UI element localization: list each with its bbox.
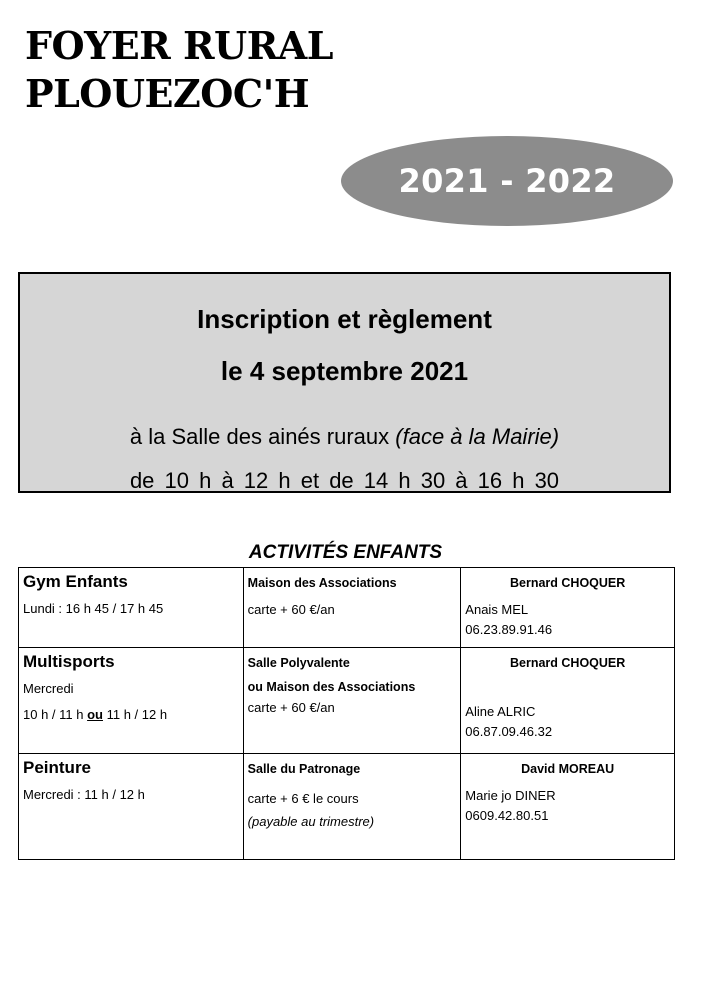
contact-phone: 0609.42.80.51 bbox=[465, 808, 549, 823]
activity-price: carte + 60 €/an bbox=[247, 700, 335, 715]
contact-phone: 06.87.09.46.32 bbox=[465, 724, 553, 739]
activity-time-a: 10 h / 11 h bbox=[23, 707, 88, 722]
activity-time-or: ou bbox=[87, 707, 103, 722]
activity-cell bbox=[19, 568, 244, 648]
title-line-2: PLOUEZOC'H bbox=[25, 71, 310, 116]
activity-coach: David MOREAU bbox=[521, 762, 615, 776]
season-badge: 2021 - 2022 bbox=[341, 136, 673, 226]
table-row bbox=[19, 568, 675, 648]
activity-cell bbox=[19, 754, 244, 860]
contact-name: Anais MEL bbox=[465, 602, 529, 617]
activity-coach: Bernard CHOQUER bbox=[510, 656, 626, 670]
activity-price-note: (payable au trimestre) bbox=[247, 814, 375, 829]
activities-table bbox=[18, 567, 675, 860]
contact-name: Marie jo DINER bbox=[465, 788, 556, 803]
association-title bbox=[25, 22, 333, 118]
activity-times bbox=[23, 702, 239, 728]
notice-place bbox=[20, 424, 669, 450]
table-row bbox=[19, 754, 675, 860]
activity-location: Maison des Associations bbox=[247, 576, 397, 590]
activity-schedule: Lundi : 16 h 45 / 17 h 45 bbox=[23, 601, 164, 616]
notice-date: le 4 septembre 2021 bbox=[220, 356, 469, 386]
contact-name: Aline ALRIC bbox=[465, 704, 536, 719]
registration-notice bbox=[18, 272, 671, 493]
activity-coach: Bernard CHOQUER bbox=[510, 576, 626, 590]
activity-time-b: 11 h / 12 h bbox=[102, 707, 168, 722]
coach-cell bbox=[461, 754, 675, 860]
contact-phone: 06.23.89.91.46 bbox=[465, 622, 553, 637]
location-cell bbox=[243, 754, 461, 860]
coach-cell bbox=[461, 648, 675, 754]
coach-cell bbox=[461, 568, 675, 648]
activity-price: carte + 6 € le cours bbox=[247, 791, 359, 806]
title-line-1: FOYER RURAL bbox=[25, 23, 333, 68]
notice-heading: Inscription et règlement bbox=[197, 304, 492, 334]
activity-name: Multisports bbox=[23, 652, 115, 671]
activity-price: carte + 60 €/an bbox=[247, 602, 335, 617]
activity-location-alt: ou Maison des Associations bbox=[247, 680, 416, 694]
notice-hours: de 10 h à 12 h et de 14 h 30 à 16 h 30 bbox=[129, 468, 560, 493]
activity-location: Salle Polyvalente bbox=[247, 656, 350, 670]
activity-name: Peinture bbox=[23, 758, 92, 777]
section-title: ACTIVITÉS ENFANTS bbox=[248, 542, 443, 563]
activity-cell bbox=[19, 648, 244, 754]
activity-name: Gym Enfants bbox=[23, 572, 128, 591]
location-cell bbox=[243, 648, 461, 754]
location-cell bbox=[243, 568, 461, 648]
notice-place-note: (face à la Mairie) bbox=[395, 424, 560, 449]
activity-schedule: Mercredi : 11 h / 12 h bbox=[23, 787, 145, 802]
activity-location: Salle du Patronage bbox=[247, 762, 361, 776]
table-row bbox=[19, 648, 675, 754]
activity-day: Mercredi bbox=[23, 681, 74, 696]
notice-place-main: à la Salle des ainés ruraux bbox=[129, 424, 390, 449]
